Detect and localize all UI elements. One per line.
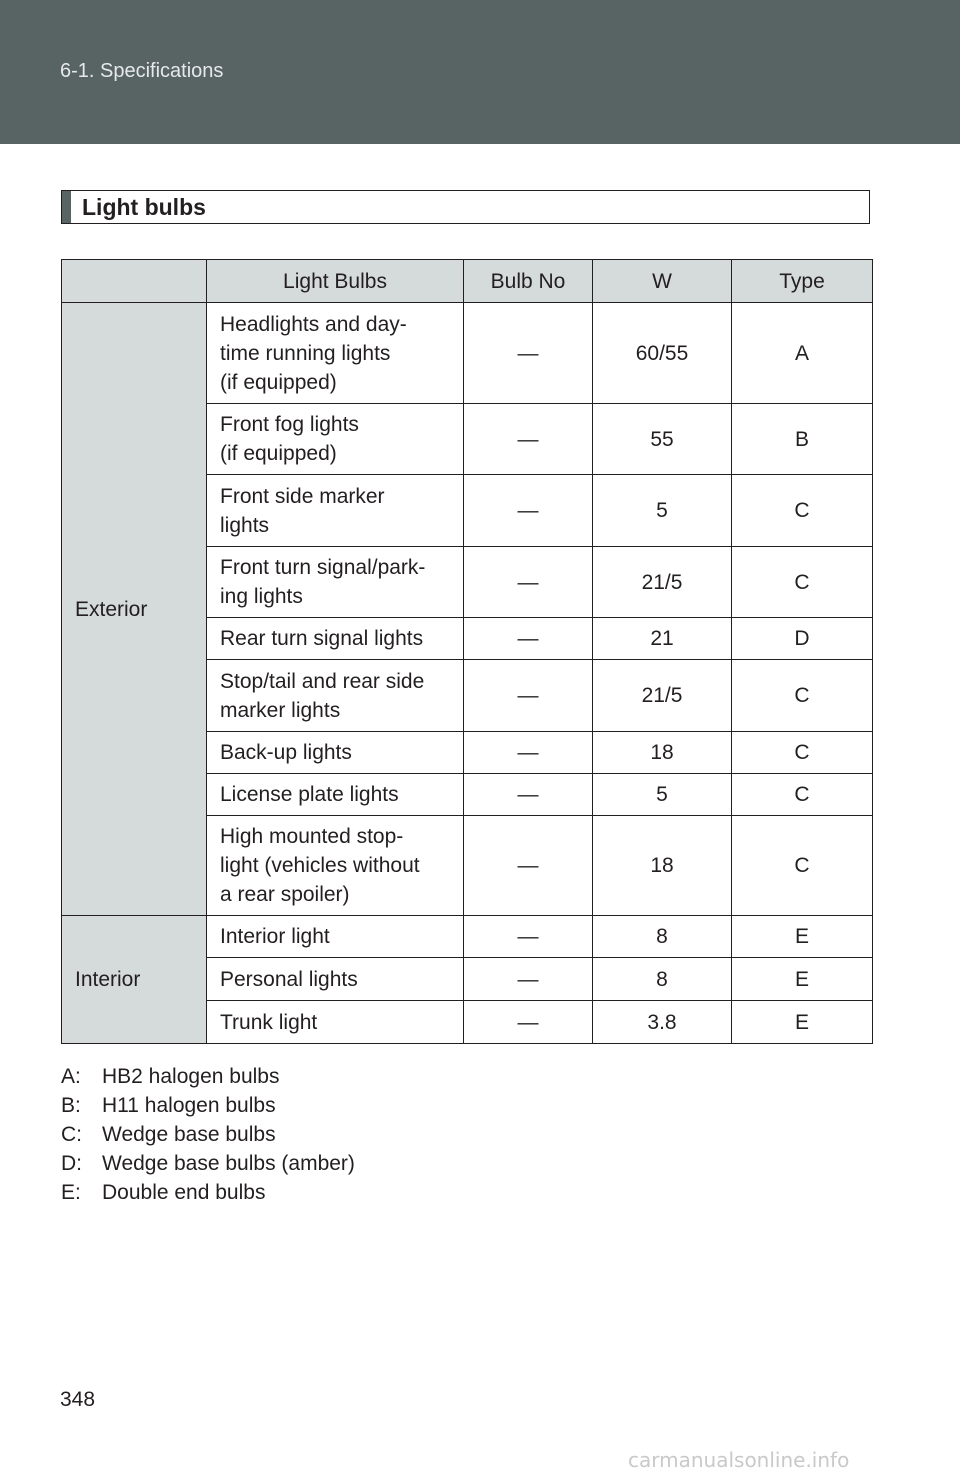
watts-cell: 5: [593, 475, 732, 547]
type-cell: D: [732, 618, 873, 660]
bulb-no-cell: —: [464, 618, 593, 660]
legend-text: H11 halogen bulbs: [102, 1094, 276, 1117]
legend-item: [61, 1062, 355, 1091]
bulb-type-legend: [61, 1062, 355, 1207]
bulb-no-cell: —: [464, 404, 593, 475]
column-header-watts: W: [593, 260, 732, 303]
watermark: carmanualsonline.info: [628, 1448, 850, 1472]
light-bulbs-table: [61, 259, 873, 1044]
bulb-no-cell: —: [464, 303, 593, 404]
bulb-name-cell: Stop/tail and rear side marker lights: [207, 660, 464, 732]
legend-key: B:: [61, 1094, 81, 1117]
legend-item: [61, 1178, 355, 1207]
group-label: Exterior: [62, 303, 207, 916]
watts-cell: 8: [593, 916, 732, 958]
section-title: Light bulbs: [82, 194, 206, 220]
bulb-name-cell: Interior light: [207, 916, 464, 958]
legend-item: [61, 1149, 355, 1178]
watts-cell: 21/5: [593, 660, 732, 732]
bulb-name-cell: Front fog lights (if equipped): [207, 404, 464, 475]
bulb-name-cell: Front side marker lights: [207, 475, 464, 547]
bulb-no-cell: —: [464, 958, 593, 1001]
group-label: Interior: [62, 916, 207, 1044]
legend-text: HB2 halogen bulbs: [102, 1065, 280, 1088]
page-number: 348: [60, 1388, 96, 1411]
type-cell: E: [732, 958, 873, 1001]
column-header-type: Type: [732, 260, 873, 303]
bulb-name-cell: Back-up lights: [207, 732, 464, 774]
legend-text: Double end bulbs: [102, 1181, 266, 1204]
watts-cell: 60/55: [593, 303, 732, 404]
bulb-no-cell: —: [464, 732, 593, 774]
legend-item: [61, 1120, 355, 1149]
bulb-no-cell: —: [464, 547, 593, 618]
table-row: [62, 303, 873, 404]
bulb-no-cell: —: [464, 475, 593, 547]
legend-key: A:: [61, 1065, 81, 1088]
bulb-no-cell: —: [464, 816, 593, 916]
bulb-name-cell: Headlights and day- time running lights (if equipped): [207, 303, 464, 404]
watts-cell: 55: [593, 404, 732, 475]
table-body: [62, 303, 873, 1044]
bulb-name-cell: License plate lights: [207, 774, 464, 816]
section-breadcrumb: 6-1. Specifications: [60, 60, 224, 82]
column-header-light-bulbs: Light Bulbs: [207, 260, 464, 303]
watts-cell: 21: [593, 618, 732, 660]
legend-item: [61, 1091, 355, 1120]
type-cell: C: [732, 475, 873, 547]
section-title-box: [61, 190, 870, 224]
bulb-no-cell: —: [464, 1001, 593, 1044]
type-cell: C: [732, 660, 873, 732]
type-cell: C: [732, 547, 873, 618]
column-header-bulb-no: Bulb No: [464, 260, 593, 303]
bulb-name-cell: High mounted stop- light (vehicles without a rear spoiler): [207, 816, 464, 916]
watts-cell: 21/5: [593, 547, 732, 618]
section-title-accent-bar: [62, 191, 71, 223]
type-cell: E: [732, 1001, 873, 1044]
watts-cell: 5: [593, 774, 732, 816]
watts-cell: 8: [593, 958, 732, 1001]
legend-key: D:: [61, 1152, 82, 1175]
watts-cell: 18: [593, 732, 732, 774]
column-header-group: [62, 260, 207, 303]
type-cell: A: [732, 303, 873, 404]
bulb-name-cell: Rear turn signal lights: [207, 618, 464, 660]
type-cell: E: [732, 916, 873, 958]
type-cell: C: [732, 816, 873, 916]
bulb-no-cell: —: [464, 660, 593, 732]
legend-text: Wedge base bulbs: [102, 1123, 276, 1146]
legend-key: C:: [61, 1123, 82, 1146]
legend-text: Wedge base bulbs (amber): [102, 1152, 355, 1175]
type-cell: B: [732, 404, 873, 475]
bulb-no-cell: —: [464, 774, 593, 816]
type-cell: C: [732, 732, 873, 774]
watts-cell: 3.8: [593, 1001, 732, 1044]
bulb-name-cell: Front turn signal/park- ing lights: [207, 547, 464, 618]
bulb-name-cell: Trunk light: [207, 1001, 464, 1044]
legend-key: E:: [61, 1181, 81, 1204]
table-header-row: [62, 260, 873, 303]
watts-cell: 18: [593, 816, 732, 916]
bulb-name-cell: Personal lights: [207, 958, 464, 1001]
type-cell: C: [732, 774, 873, 816]
table-row: [62, 916, 873, 958]
bulb-no-cell: —: [464, 916, 593, 958]
